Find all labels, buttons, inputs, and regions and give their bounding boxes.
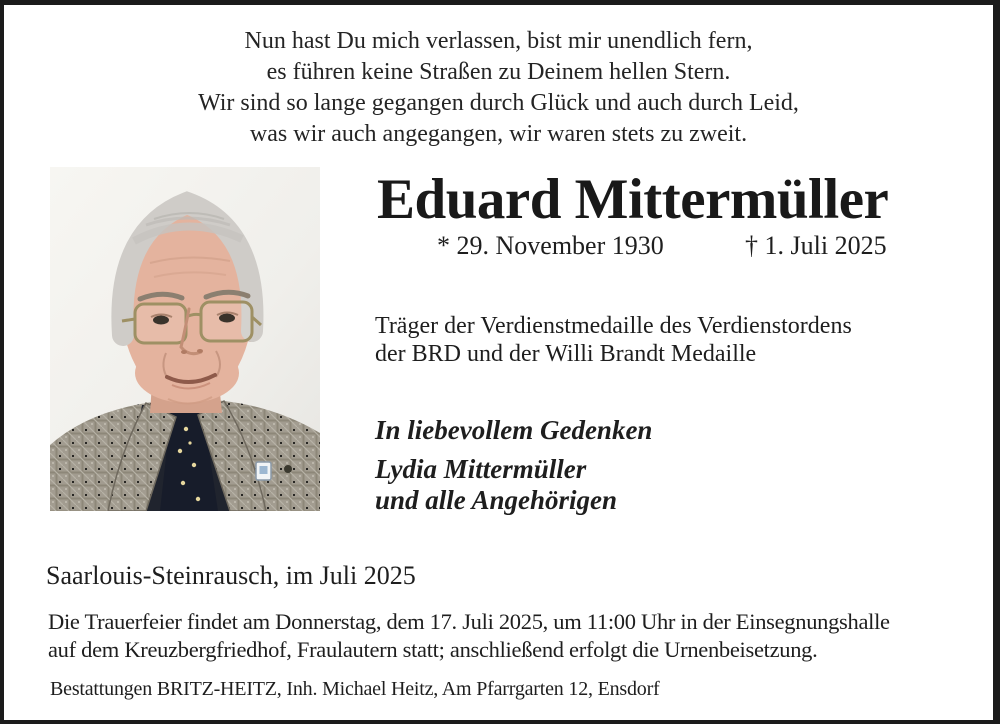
- honors-line: Träger der Verdienstmedaille des Verdienstordens: [375, 313, 852, 339]
- honors-text: [375, 312, 985, 368]
- poem-line: Wir sind so lange gegangen durch Glück und auch durch Leid,: [198, 90, 799, 116]
- portrait-photo: [50, 167, 320, 511]
- poem-line: Nun hast Du mich verlassen, bist mir unendlich fern,: [244, 28, 753, 54]
- place-date-line: Saarlouis-Steinrausch, im Juli 2025: [46, 561, 416, 590]
- mourner-line: und alle Angehörigen: [375, 485, 618, 515]
- service-details: [48, 608, 890, 663]
- memorial-heading: In liebevollem Gedenken: [375, 415, 653, 445]
- service-line: auf dem Kreuzbergfriedhof, Fraulautern statt; anschließend erfolgt die Urnenbeisetzung.: [48, 636, 818, 662]
- death-date: † 1. Juli 2025: [745, 231, 887, 260]
- mourners: [375, 454, 617, 516]
- poem-line: es führen keine Straßen zu Deinem hellen Stern.: [266, 59, 731, 85]
- poem: [4, 26, 993, 150]
- funeral-home-line: Bestattungen BRITZ-HEITZ, Inh. Michael Heitz, Am Pfarrgarten 12, Ensdorf: [50, 678, 660, 700]
- poem-line: was wir auch angegangen, wir waren stets zu zweit.: [249, 121, 748, 147]
- deceased-name: Eduard Mittermüller: [377, 168, 889, 231]
- mourner-line: Lydia Mittermüller: [375, 454, 587, 484]
- honors-line: der BRD und der Willi Brandt Medaille: [375, 341, 757, 367]
- birth-date: * 29. November 1930: [437, 231, 664, 260]
- service-line: Die Trauerfeier findet am Donnerstag, dem 17. Juli 2025, um 11:00 Uhr in der Einsegnungshalle: [48, 609, 890, 634]
